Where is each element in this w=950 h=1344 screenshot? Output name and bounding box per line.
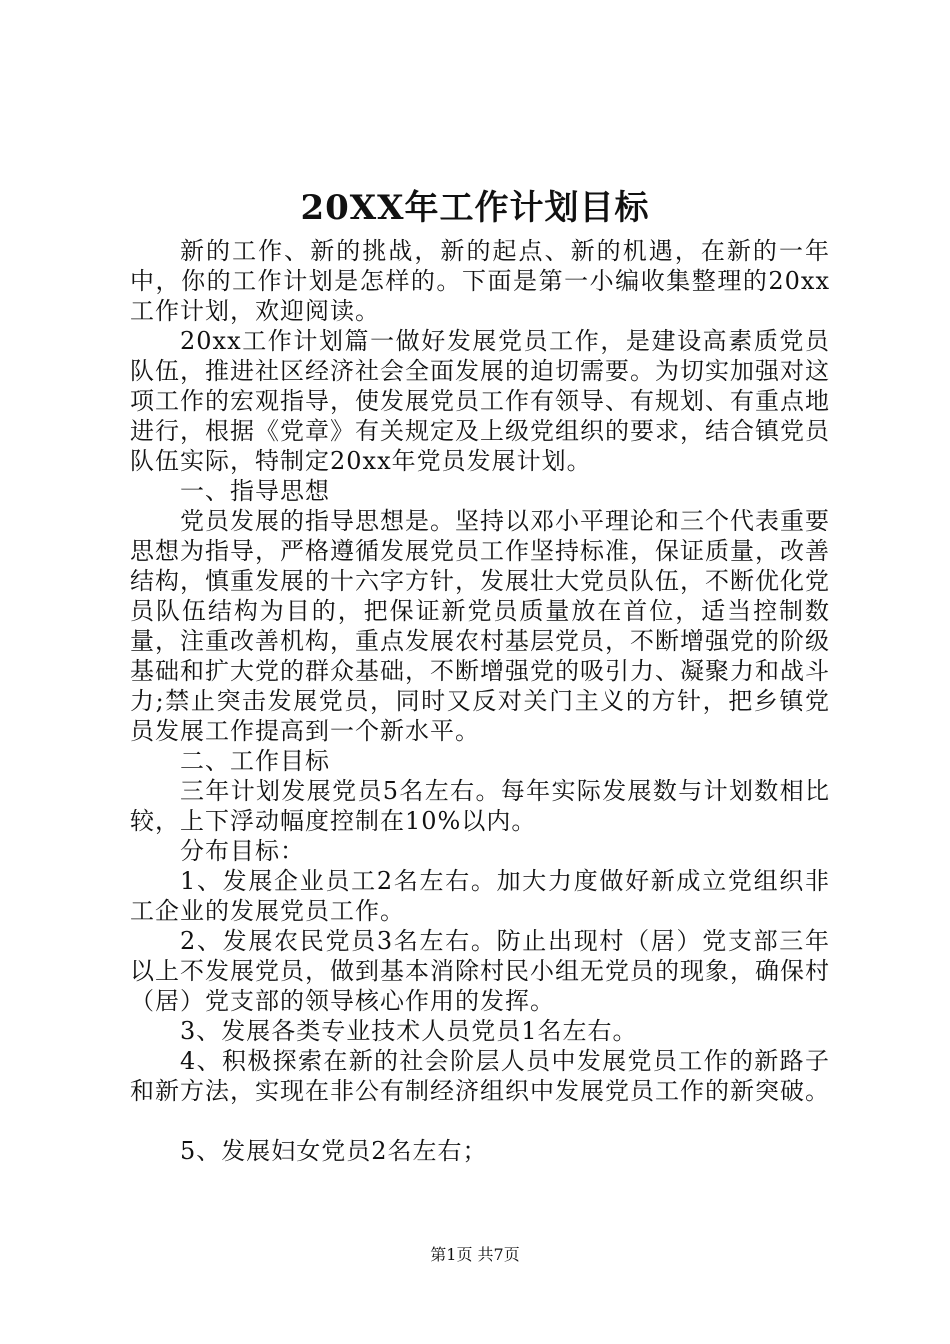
paragraph-plan-overview: 20xx工作计划篇一做好发展党员工作，是建设高素质党员队伍，推进社区经济社会全面发展的迫切需要。为切实加强对这项工作的宏观指导，使发展党员工作有领导、有规划、有重点地进行，根据《党章》有关规定及上级党组织的要求，结合镇党员队伍实际，特制定20xx年党员发展计划。 <box>130 327 830 475</box>
document-body <box>130 236 830 1166</box>
list-item-goal-3: 3、发展各类专业技术人员党员1名左右。 <box>180 1017 638 1045</box>
list-item-goal-2: 2、发展农民党员3名左右。防止出现村（居）党支部三年以上不发展党员，做到基本消除村民小组无党员的现象，确保村（居）党支部的领导核心作用的发挥。 <box>130 927 830 1015</box>
paragraph-work-goals: 三年计划发展党员5名左右。每年实际发展数与计划数相比较，上下浮动幅度控制在10%以内。 <box>130 777 830 835</box>
section-heading-work-goals: 二、工作目标 <box>180 747 330 775</box>
paragraph-intro: 新的工作、新的挑战，新的起点、新的机遇，在新的一年中，你的工作计划是怎样的。下面是第一小编收集整理的20xx工作计划，欢迎阅读。 <box>130 237 830 325</box>
list-item-goal-4: 4、积极探索在新的社会阶层人员中发展党员工作的新路子和新方法，实现在非公有制经济组织中发展党员工作的新突破。 <box>130 1047 830 1105</box>
paragraph-guiding-ideology: 党员发展的指导思想是。坚持以邓小平理论和三个代表重要思想为指导，严格遵循发展党员工作坚持标准，保证质量，改善结构，慎重发展的十六字方针，发展壮大党员队伍，不断优化党员队伍结构为目的，把保证新党员质量放在首位，适当控制数量，注重改善机构，重点发展农村基层党员，不断增强党的阶级基础和扩大党的群众基础，不断增强党的吸引力、凝聚力和战斗力;禁止突击发展党员，同时又反对关门主义的方针，把乡镇党员发展工作提高到一个新水平。 <box>130 507 830 745</box>
page-number-footer: 第1页 共7页 <box>430 1245 520 1264</box>
document-title: 20XX年工作计划目标 <box>300 188 650 228</box>
list-item-goal-5: 5、发展妇女党员2名左右； <box>180 1137 488 1165</box>
list-item-goal-1: 1、发展企业员工2名左右。加大力度做好新成立党组织非工企业的发展党员工作。 <box>130 867 830 925</box>
paragraph-distribution-goals-label: 分布目标： <box>180 837 305 865</box>
section-heading-guiding-ideology: 一、指导思想 <box>180 477 330 505</box>
